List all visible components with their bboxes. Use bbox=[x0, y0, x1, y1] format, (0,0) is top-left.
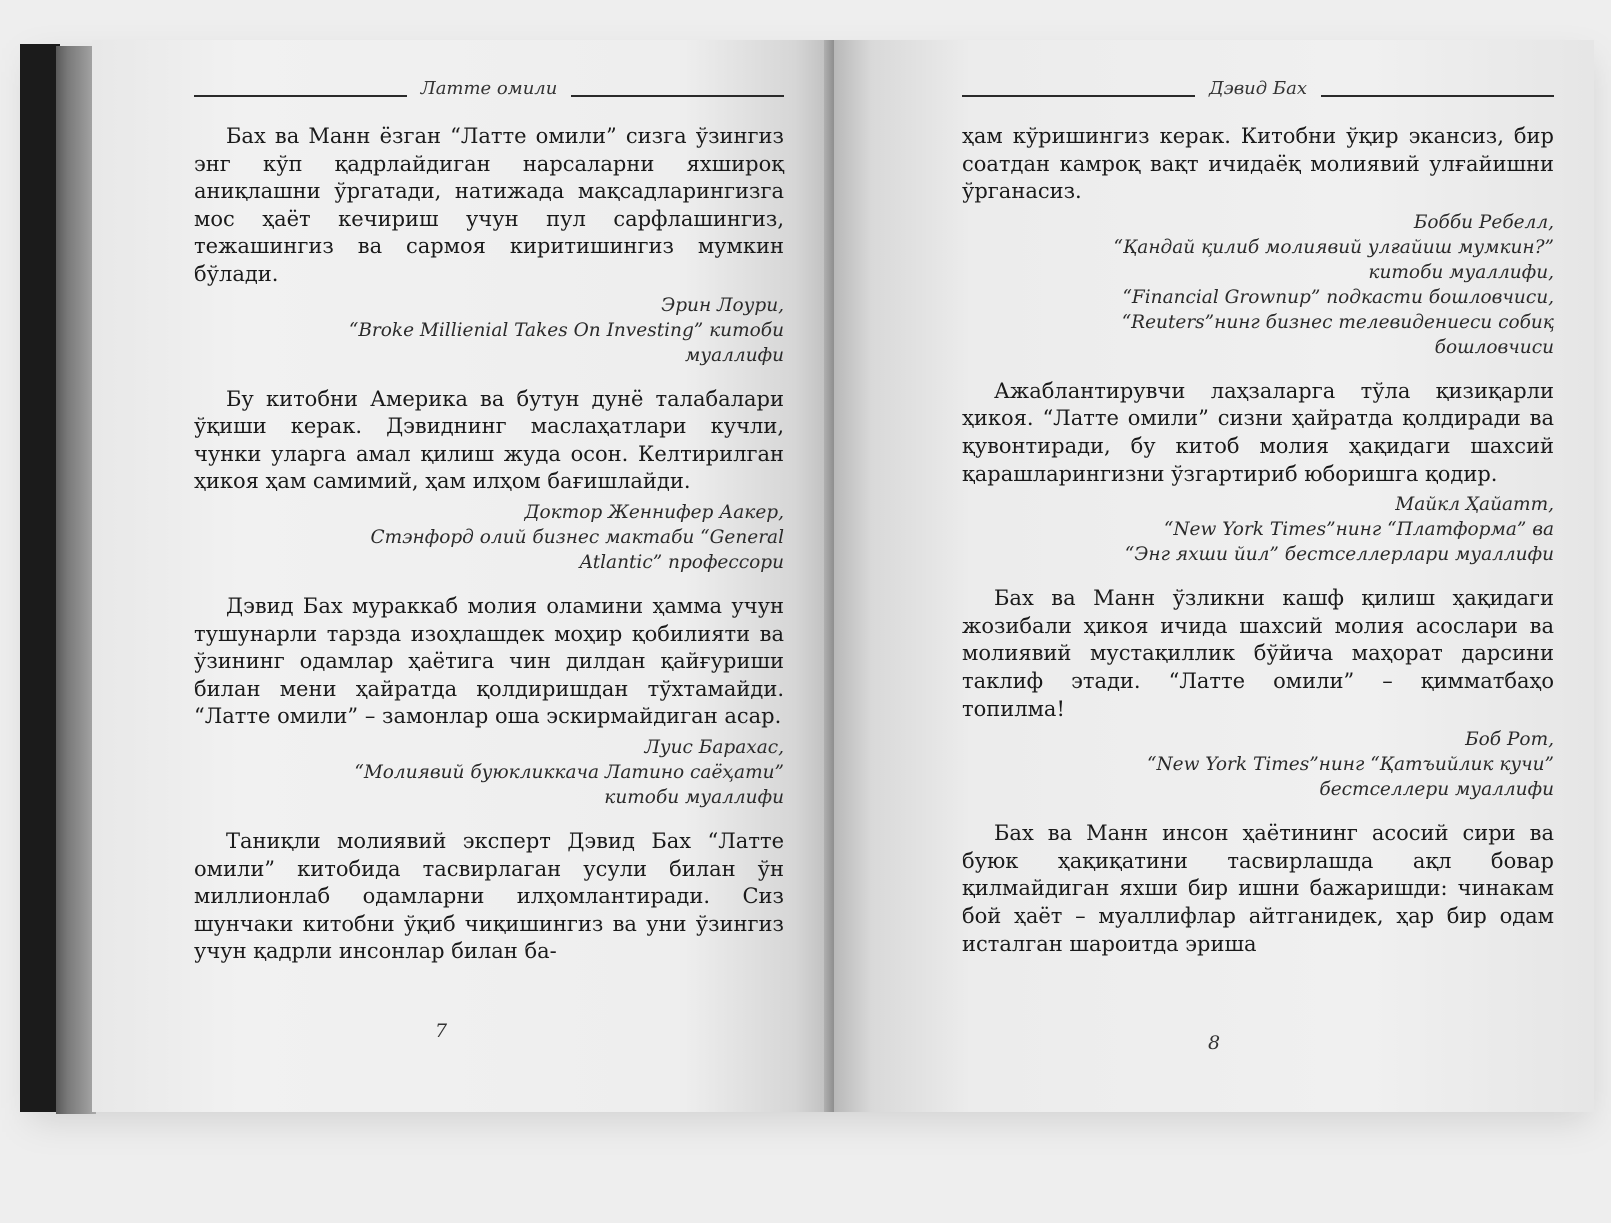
attribution-line: “Financial Grownup” подкасти бошловчиси, bbox=[1122, 286, 1554, 308]
testimonial-text: Ажаблантирувчи лаҳзаларга тўла қизиқарли ҳикоя. “Латте омили” сизни ҳайратда қолдиради ва қувонтиради, бу китоб молия ҳақидаги шахсий қарашларингизни ўзгартириб юборишга қодир. bbox=[962, 378, 1554, 486]
attribution-line: бестселлери муаллифи bbox=[1319, 779, 1554, 801]
left-page bbox=[92, 40, 832, 1112]
attribution-line: Стэнфорд олий бизнес мактаби “General bbox=[370, 526, 784, 548]
attribution-line: “Broke Millienial Takes On Investing” китоби bbox=[348, 319, 784, 341]
attribution-line: муаллифи bbox=[685, 344, 784, 366]
header-rule-right bbox=[571, 95, 784, 97]
left-page-header bbox=[194, 78, 784, 99]
header-rule-right bbox=[1321, 95, 1554, 97]
attribution-line: Луис Барахас, bbox=[644, 736, 784, 758]
testimonial-block bbox=[194, 828, 784, 966]
attribution-line: Доктор Женнифер Аакер, bbox=[524, 501, 784, 523]
attribution-line: “Қандай қилиб молиявий улғайиш мумкин?” bbox=[1113, 236, 1554, 258]
testimonial-text: Бах ва Манн ўзликни кашф қилиш ҳақидаги жозибали ҳикоя ичида шахсий молия асослари ва молиявий мустақиллик бўйича маҳорат дарсини таклиф этади. “Латте омили” – қимматбаҳо топилма! bbox=[962, 586, 1554, 721]
testimonial-block bbox=[194, 386, 784, 575]
testimonial-attribution bbox=[962, 210, 1554, 360]
testimonial-block bbox=[962, 585, 1554, 802]
page-number: 7 bbox=[435, 1020, 448, 1042]
testimonial-text: Дэвид Бах мураккаб молия оламини ҳамма учун тушунарли тарзда изоҳлашдек моҳир қобилияти ва ўзининг одамлар ҳаётига чин дилдан қайғуриши билан мени ҳайратда қолдиришдан тўхтамайди. “Латте омили” – замонлар оша эскирмайдиган асар. bbox=[194, 593, 784, 729]
attribution-line: Майкл Ҳайатт, bbox=[1395, 494, 1554, 516]
attribution-line: “New York Times”нинг “Қатъийлик кучи” bbox=[1147, 754, 1554, 776]
testimonial-block bbox=[194, 123, 784, 368]
testimonial-text: Таниқли молиявий эксперт Дэвид Бах “Латте омили” китобида тасвирлаган усули билан ўн миллионлаб одамларни илҳомлантиради. Сиз шунчаки китобни ўқиб чиқишингиз ва уни ўзингиз учун қадрли инсонлар билан ба- bbox=[194, 828, 784, 964]
attribution-line: китоби муаллифи, bbox=[1368, 261, 1554, 283]
header-rule-left bbox=[194, 95, 407, 97]
testimonial-attribution bbox=[194, 735, 784, 810]
testimonial-block bbox=[962, 820, 1554, 958]
right-page bbox=[834, 40, 1594, 1112]
testimonial-text: ҳам кўришингиз керак. Китобни ўқир экансиз, бир соатдан камроқ вақт ичидаёқ молиявий улғайишни ўрганасиз. bbox=[962, 124, 1554, 204]
testimonial-text: Бах ва Манн инсон ҳаётининг асосий сири ва буюк ҳақиқатини тасвирлашда ақл бовар қилмайдиган яхши бир ишни бажаришди: чинакам бой ҳаёт – муаллифлар айтганидек, ҳар бир одам исталган шароитда эриша bbox=[962, 821, 1554, 956]
attribution-line: Эрин Лоури, bbox=[661, 294, 784, 316]
attribution-line: Бобби Ребелл, bbox=[1413, 211, 1554, 233]
attribution-line: “New York Times”нинг “Платформа” ва bbox=[1163, 519, 1554, 541]
attribution-line: китоби муаллифи bbox=[604, 786, 784, 808]
testimonial-attribution bbox=[194, 500, 784, 575]
book-cover-left bbox=[20, 44, 60, 1112]
right-page-header bbox=[962, 78, 1554, 99]
attribution-line: “Молиявий буюкликкача Латино саёҳати” bbox=[354, 761, 784, 783]
page-number: 8 bbox=[1208, 1032, 1221, 1054]
running-title: Дэвид Бах bbox=[1208, 78, 1308, 99]
attribution-line: “Reuters”нинг бизнес телевидениеси собиқ bbox=[1121, 311, 1554, 333]
left-page-text bbox=[194, 123, 784, 970]
page-edges bbox=[56, 46, 96, 1114]
testimonial-attribution bbox=[194, 293, 784, 368]
testimonial-attribution bbox=[962, 727, 1554, 802]
attribution-line: Atlantic” профессори bbox=[579, 551, 784, 573]
attribution-line: “Энг яхши йил” бестселлерлари муаллифи bbox=[1124, 544, 1554, 566]
testimonial-attribution bbox=[962, 492, 1554, 567]
testimonial-block bbox=[194, 593, 784, 810]
running-title: Латте омили bbox=[420, 78, 558, 99]
testimonial-block bbox=[962, 123, 1554, 360]
header-rule-left bbox=[962, 95, 1195, 97]
testimonial-text: Бу китобни Америка ва бутун дунё талабалари ўқиши керак. Дэвиднинг маслаҳатлари кучли, чунки уларга амал қилиш жуда осон. Келтирилган ҳикоя ҳам самимий, ҳам илҳом бағишлайди. bbox=[194, 386, 784, 494]
testimonial-block bbox=[962, 378, 1554, 567]
right-page-text bbox=[962, 123, 1554, 962]
testimonial-text: Бах ва Манн ёзган “Латте омили” сизга ўзингиз энг кўп қадрлайдиган нарсаларни яхшироқ аниқлашни ўргатади, натижада мақсадларингизга мос ҳаёт кечириш учун пул сарфлашингиз, тежашингиз ва сармоя киритишингиз мумкин бўлади. bbox=[194, 124, 784, 286]
attribution-line: Боб Рот, bbox=[1465, 729, 1554, 751]
attribution-line: бошловчиси bbox=[1434, 336, 1554, 358]
